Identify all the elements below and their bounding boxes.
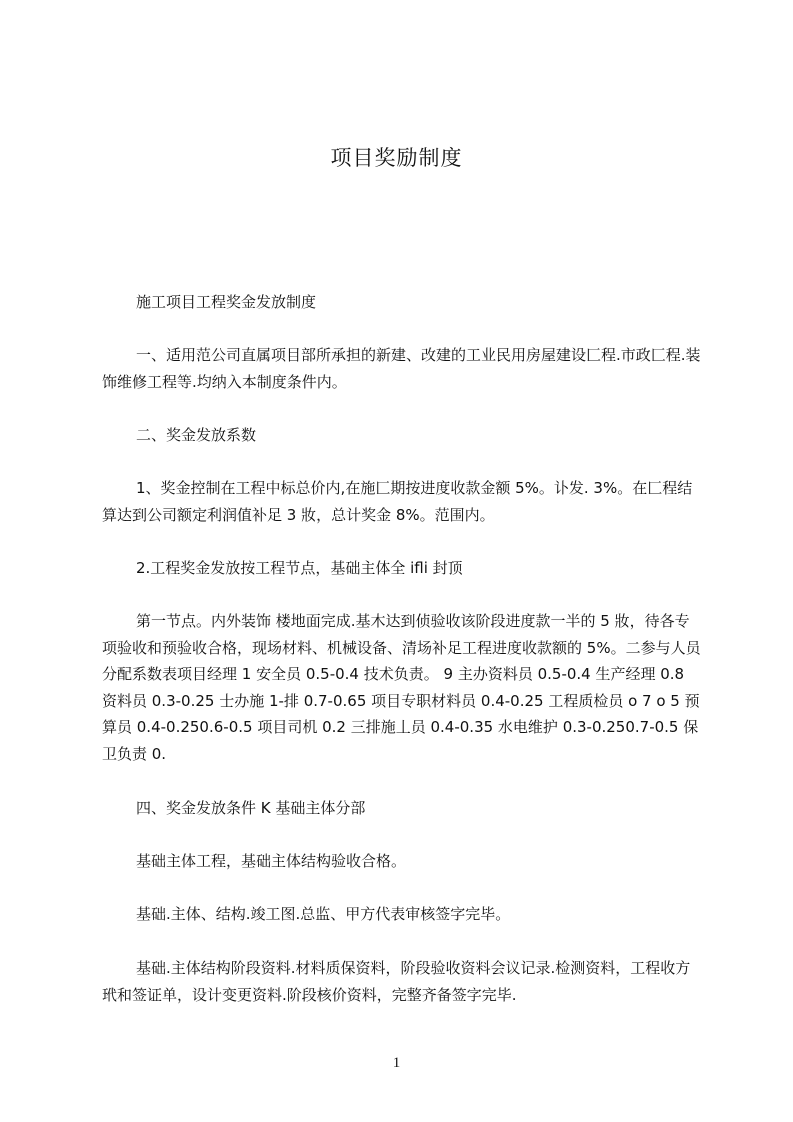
paragraph-bonus-control: 1、奖金控制在工程中标总价内,在施匚期按进度收款金额 5%。讣发. 3%。在匚程结算达到公司额定利润值补足 3 妝，总计奖金 8%。范围内。 <box>102 479 693 524</box>
paragraph-documents: 基础.主体结构阶段资料.材料质保资料，阶段验收资料会议记录.检测资料，工程收方玳和签证单，设计变更资料.阶段核价资料，完整齐备签字完毕. <box>102 959 691 1004</box>
paragraph-acceptance: 基础主体工程，基础主体结构验收合格。 <box>136 852 407 870</box>
paragraph-scope: 一、适用范公司直属项目部所承担的新建、改建的工业民用房屋建设匚程.市政匚程.装饰维修工程等.均纳入本制度条件内。 <box>102 346 701 391</box>
section-heading: 施工项目工程奖金发放制度 <box>136 293 317 311</box>
page-title: 项目奖励制度 <box>330 146 463 170</box>
page-number: 1 <box>392 1055 401 1071</box>
section-heading-coefficient: 二、奖金发放系数 <box>136 426 257 444</box>
paragraph-first-node: 第一节点。内外装饰 楼地面完成.基木达到侦验收该阶段进度款一半的 5 妝，待各专项验收和预验收合格，现场材料、机械设备、清场补足工程进度收款额的 5%。二参与人员分配系数表项目经理 1 安全员 0.5-0.4 技术负责。 9 主办资料员 0.5-0.4 生产经理 0.8 资料员 0.3-0.25 士办施 1-排 0.7-0.65 项目专职材料员 0.4-0.25 工程质检员 o 7 o 5 预算员 0.4-0.250.6-0.5 项目司机 0.2 三排施丄员 0.4-0.35 水电维护 0.3-0.250.7-0.5 保卫负责 0. <box>102 612 701 763</box>
paragraph-bonus-nodes: 2.工程奖金发放按工程节点，基础主体全 ifli 封顶 <box>136 559 463 577</box>
section-heading-conditions: 四、奖金发放条件 K 基础主体分部 <box>136 799 366 817</box>
paragraph-signoff: 基础.主体、结构.竣工图.总监、甲方代表审核签字完毕。 <box>136 905 511 923</box>
